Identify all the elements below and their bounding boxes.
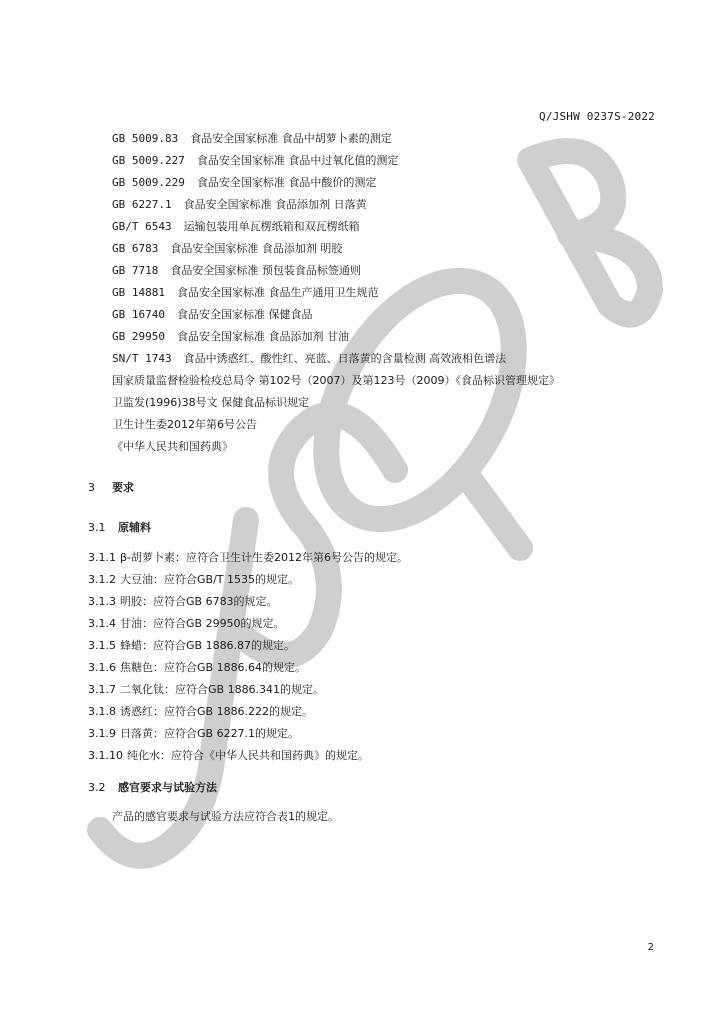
reference-code: GB 29950 [112, 330, 165, 343]
list-item [88, 701, 408, 723]
item-text: β-胡萝卜素：应符合卫生计生委2012年第6号公告的规定。 [120, 551, 408, 564]
section-title: 要求 [112, 481, 134, 494]
reference-item [112, 282, 672, 304]
item-number: 3.1.4 [88, 617, 116, 630]
reference-title: 食品安全国家标准 食品中胡萝卜素的测定 [190, 132, 392, 145]
reference-code: GB 6783 [112, 242, 159, 255]
reference-item [112, 370, 672, 392]
list-item [88, 723, 408, 745]
reference-code: GB 14881 [112, 286, 165, 299]
item-number: 3.1.3 [88, 595, 116, 608]
list-item [88, 613, 408, 635]
reference-title: 食品安全国家标准 食品添加剂 明胶 [170, 242, 343, 255]
page-number: 2 [647, 942, 654, 953]
reference-title: 卫生计生委2012年第6号公告 [112, 418, 257, 431]
item-number: 3.1.2 [88, 573, 116, 586]
reference-item [112, 128, 672, 150]
item-number: 3.1.1 [88, 551, 116, 564]
reference-code: GB 7718 [112, 264, 159, 277]
section-number: 3 [88, 481, 95, 494]
list-item [88, 745, 408, 767]
item-number: 3.1.9 [88, 727, 116, 740]
body-paragraph: 产品的感官要求与试验方法应符合表1的规定。 [112, 810, 339, 823]
reference-title: 食品安全国家标准 食品添加剂 日落黄 [183, 198, 367, 211]
list-item [88, 657, 408, 679]
reference-title: 食品安全国家标准 食品生产通用卫生规范 [176, 286, 379, 299]
section-heading-requirements [88, 479, 134, 495]
reference-title: 食品安全国家标准 食品中酸价的测定 [196, 176, 377, 189]
reference-title: 运输包装用单瓦楞纸箱和双瓦楞纸箱 [183, 220, 360, 233]
reference-code: GB 5009.229 [112, 176, 185, 189]
list-item [88, 547, 408, 569]
item-number: 3.1.10 [88, 749, 123, 762]
list-item [88, 591, 408, 613]
reference-title: 国家质量监督检验检疫总局令 第102号（2007）及第123号（2009）《食品标识管理规定》 [112, 374, 560, 387]
item-text: 大豆油：应符合GB/T 1535的规定。 [120, 573, 299, 586]
section-number: 3.2 [88, 781, 106, 794]
reference-code: GB/T 6543 [112, 220, 172, 233]
item-number: 3.1.8 [88, 705, 116, 718]
section-heading-raw-materials [88, 519, 151, 535]
reference-item [112, 348, 672, 370]
reference-title: 食品安全国家标准 食品中过氧化值的测定 [196, 154, 399, 167]
reference-title: 《中华人民共和国药典》 [112, 440, 233, 453]
reference-item [112, 238, 672, 260]
item-text: 焦糖色：应符合GB 1886.64的规定。 [120, 661, 307, 674]
section-heading-sensory [88, 779, 217, 795]
item-number: 3.1.7 [88, 683, 116, 696]
reference-item [112, 260, 672, 282]
item-text: 甘油：应符合GB 29950的规定。 [120, 617, 285, 630]
reference-code: SN/T 1743 [112, 352, 172, 365]
item-text: 明胶：应符合GB 6783的规定。 [120, 595, 278, 608]
raw-material-list [88, 547, 408, 767]
normative-references [112, 128, 672, 458]
section-title: 原辅料 [118, 521, 151, 534]
reference-code: GB 16740 [112, 308, 165, 321]
list-item [88, 679, 408, 701]
reference-item [112, 414, 672, 436]
reference-title: 食品中诱惑红、酸性红、亮蓝、日落黄的含量检测 高效液相色谱法 [183, 352, 507, 365]
reference-item [112, 150, 672, 172]
reference-code: GB 5009.83 [112, 132, 179, 145]
reference-code: GB 6227.1 [112, 198, 172, 211]
reference-item [112, 392, 672, 414]
reference-item [112, 326, 672, 348]
item-text: 日落黄：应符合GB 6227.1的规定。 [120, 727, 300, 740]
item-text: 蜂蜡：应符合GB 1886.87的规定。 [120, 639, 296, 652]
reference-code: GB 5009.227 [112, 154, 185, 167]
reference-item [112, 216, 672, 238]
reference-title: 食品安全国家标准 预包装食品标签通则 [170, 264, 361, 277]
item-text: 纯化水：应符合《中华人民共和国药典》的规定。 [127, 749, 369, 762]
reference-title: 食品安全国家标准 食品添加剂 甘油 [176, 330, 349, 343]
section-number: 3.1 [88, 521, 106, 534]
reference-title: 卫监发(1996)38号文 保健食品标识规定 [112, 396, 310, 409]
item-text: 二氧化钛：应符合GB 1886.341的规定。 [120, 683, 325, 696]
reference-item [112, 194, 672, 216]
reference-title: 食品安全国家标准 保健食品 [176, 308, 313, 321]
item-text: 诱惑红：应符合GB 1886.222的规定。 [120, 705, 314, 718]
list-item [88, 635, 408, 657]
list-item [88, 569, 408, 591]
reference-item [112, 172, 672, 194]
item-number: 3.1.5 [88, 639, 116, 652]
reference-item [112, 436, 672, 458]
item-number: 3.1.6 [88, 661, 116, 674]
reference-item [112, 304, 672, 326]
document-code: Q/JSHW 0237S-2022 [539, 110, 655, 123]
section-title: 感官要求与试验方法 [118, 781, 217, 794]
